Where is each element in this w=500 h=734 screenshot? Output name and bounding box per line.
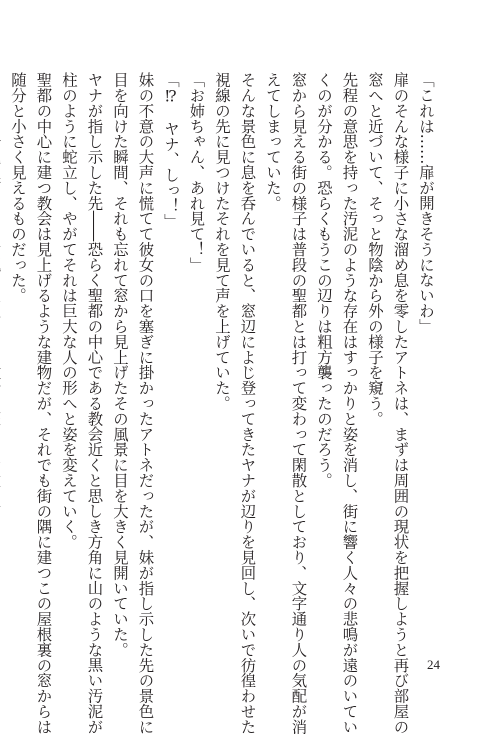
- text-line: 妹の不意の大声に慌てて彼女の口を塞ぎに掛かったアトネだったが、妹が指し示した先の景色に: [136, 72, 155, 734]
- text-line: 視線の先に見つけたそれを見て声を上げていた。: [213, 72, 231, 411]
- text-line: そんな景色に息を呑んでいると、窓辺によじ登ってきたヤナが辺りを見回し、次いで彷徨わせた: [238, 72, 257, 734]
- text-line: 「これは……扉が開きそうにないわ」: [417, 72, 435, 334]
- text-line: 先程の意思を持った汚泥のような存在はすっかりと姿を消し、街に響く人々の悲鳴が遠のいてい: [340, 72, 359, 734]
- text-line: 扉のそんな様子に小さな溜め息を零したアトネは、まずは周囲の現状を把握しようと再び部屋の: [391, 72, 410, 734]
- text-line: 「⁉ ヤナ、しっ！」: [162, 72, 180, 229]
- text-line: 随分と小さく見えるものだった。: [9, 72, 27, 303]
- text-line: ヤナが指し示した先――恐らく聖都の中心である教会近くと思しき方角に山のような黒い汚泥が: [85, 72, 104, 734]
- text-line: 柱のように蛇立し、やがてそれは巨大な人の形へと姿を変えていく。: [60, 72, 78, 550]
- page-number: 24: [427, 657, 440, 672]
- text-line: 窓から見える街の様子は普段の聖都とは打って変わって閑散としており、文字通り人の気配が消: [289, 72, 308, 734]
- text-line: えてしまっていた。: [264, 72, 282, 211]
- text-line: 窓へと近づいて、そっと物陰から外の様子を窺う。: [366, 72, 384, 427]
- text-line: 聖都の中心に建つ教会は見上げるような建物だが、それでも街の隅に建つこの屋根裏の窓からは: [34, 72, 53, 734]
- text-line: 目を向けた瞬間、それも忘れて窓から見上げたその風景に目を大きく見開いていた。: [111, 72, 129, 658]
- text-line: 「お姉ちゃん、あれ見て！」: [187, 72, 206, 273]
- text-line: くのが分かる。恐らくもうこの辺りは粗方襲ったのだろう。: [315, 72, 333, 488]
- text-line: [0, 72, 5, 632]
